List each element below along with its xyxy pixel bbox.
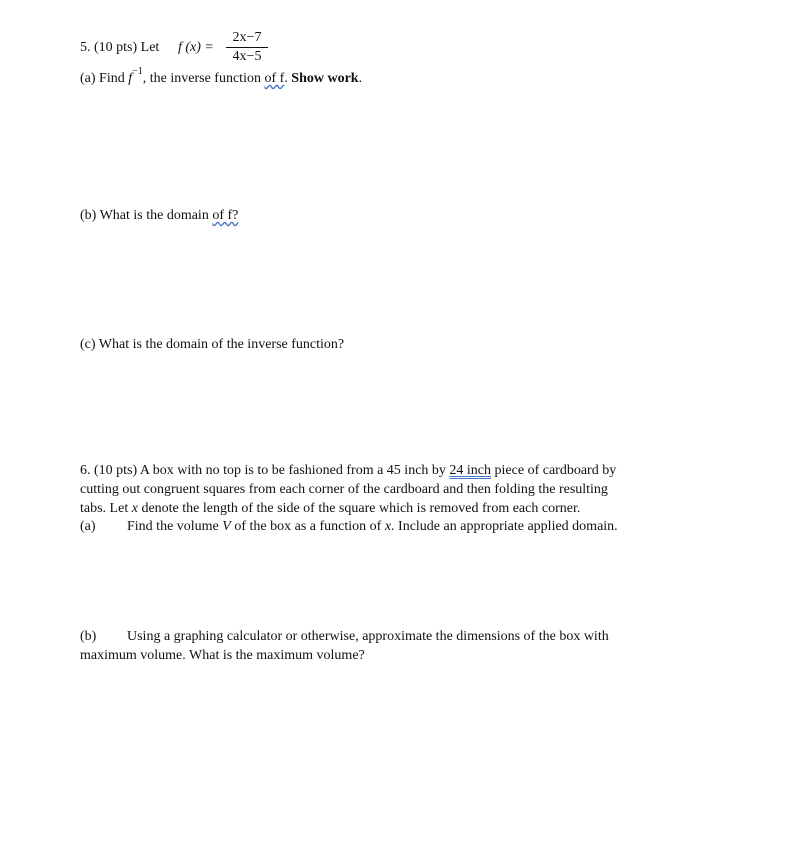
q6-line1-pre: 6. (10 pts) A box with no top is to be fashioned from a 45 inch by bbox=[80, 463, 446, 478]
q6-line-2: cutting out congruent squares from each corner of the cardboard and then folding the resulting bbox=[80, 482, 608, 497]
q6-part-b bbox=[80, 628, 609, 646]
q6a-t1: Find the volume bbox=[127, 519, 219, 534]
q5a-exponent: −1 bbox=[132, 66, 143, 78]
q6-line3-b: denote the length of the side of the square which is removed from each corner. bbox=[141, 501, 581, 516]
q5a-end: . bbox=[358, 71, 363, 86]
q5b-of-f: of f? bbox=[212, 208, 239, 223]
q6-part-b-line-2: maximum volume. What is the maximum volume? bbox=[80, 648, 365, 663]
q5a-find: Find bbox=[99, 71, 125, 86]
q5-part-a bbox=[80, 66, 363, 88]
q5a-dot: . bbox=[284, 71, 288, 86]
q6-line-3 bbox=[80, 500, 580, 518]
q6-line3-x: x bbox=[131, 501, 138, 516]
q6a-x: x bbox=[384, 519, 392, 534]
q6-part-a bbox=[80, 518, 618, 536]
q6-line3-a: tabs. Let bbox=[80, 501, 129, 516]
q5b-text: (b) What is the domain bbox=[80, 208, 209, 223]
q6-line1-post: piece of cardboard by bbox=[494, 463, 617, 478]
q6a-t2: of the box as a function of bbox=[234, 519, 382, 534]
q5-header bbox=[80, 39, 159, 57]
q5-numerator: 2x−7 bbox=[232, 30, 262, 45]
q6b-line1: Using a graphing calculator or otherwise, approximate the dimensions of the box with bbox=[127, 629, 609, 644]
q5-part-b bbox=[80, 207, 238, 225]
q6-line-1 bbox=[80, 462, 616, 480]
q6a-label: (a) bbox=[80, 519, 96, 534]
q5-denominator: 4x−5 bbox=[232, 49, 262, 64]
q5a-f: f bbox=[128, 71, 133, 86]
q6a-t3: . Include an appropriate applied domain. bbox=[391, 519, 618, 534]
q6-line1-link: 24 inch bbox=[449, 463, 492, 478]
q5-header-text: 5. (10 pts) Let bbox=[80, 40, 160, 55]
q5a-label: (a) bbox=[80, 71, 96, 86]
q5c-text: (c) What is the domain of the inverse function? bbox=[80, 337, 345, 352]
q5a-mid: , the inverse function bbox=[142, 71, 261, 86]
fraction-bar bbox=[226, 47, 268, 48]
q5-fraction bbox=[226, 30, 268, 65]
q5-part-c bbox=[80, 336, 344, 354]
q5a-show-work: Show work bbox=[291, 71, 359, 86]
q6b-label: (b) bbox=[80, 629, 97, 644]
q5-function-lhs: f (x) = bbox=[178, 40, 214, 55]
q6a-V: V bbox=[222, 519, 231, 534]
q5a-of-f: of f bbox=[264, 71, 285, 86]
